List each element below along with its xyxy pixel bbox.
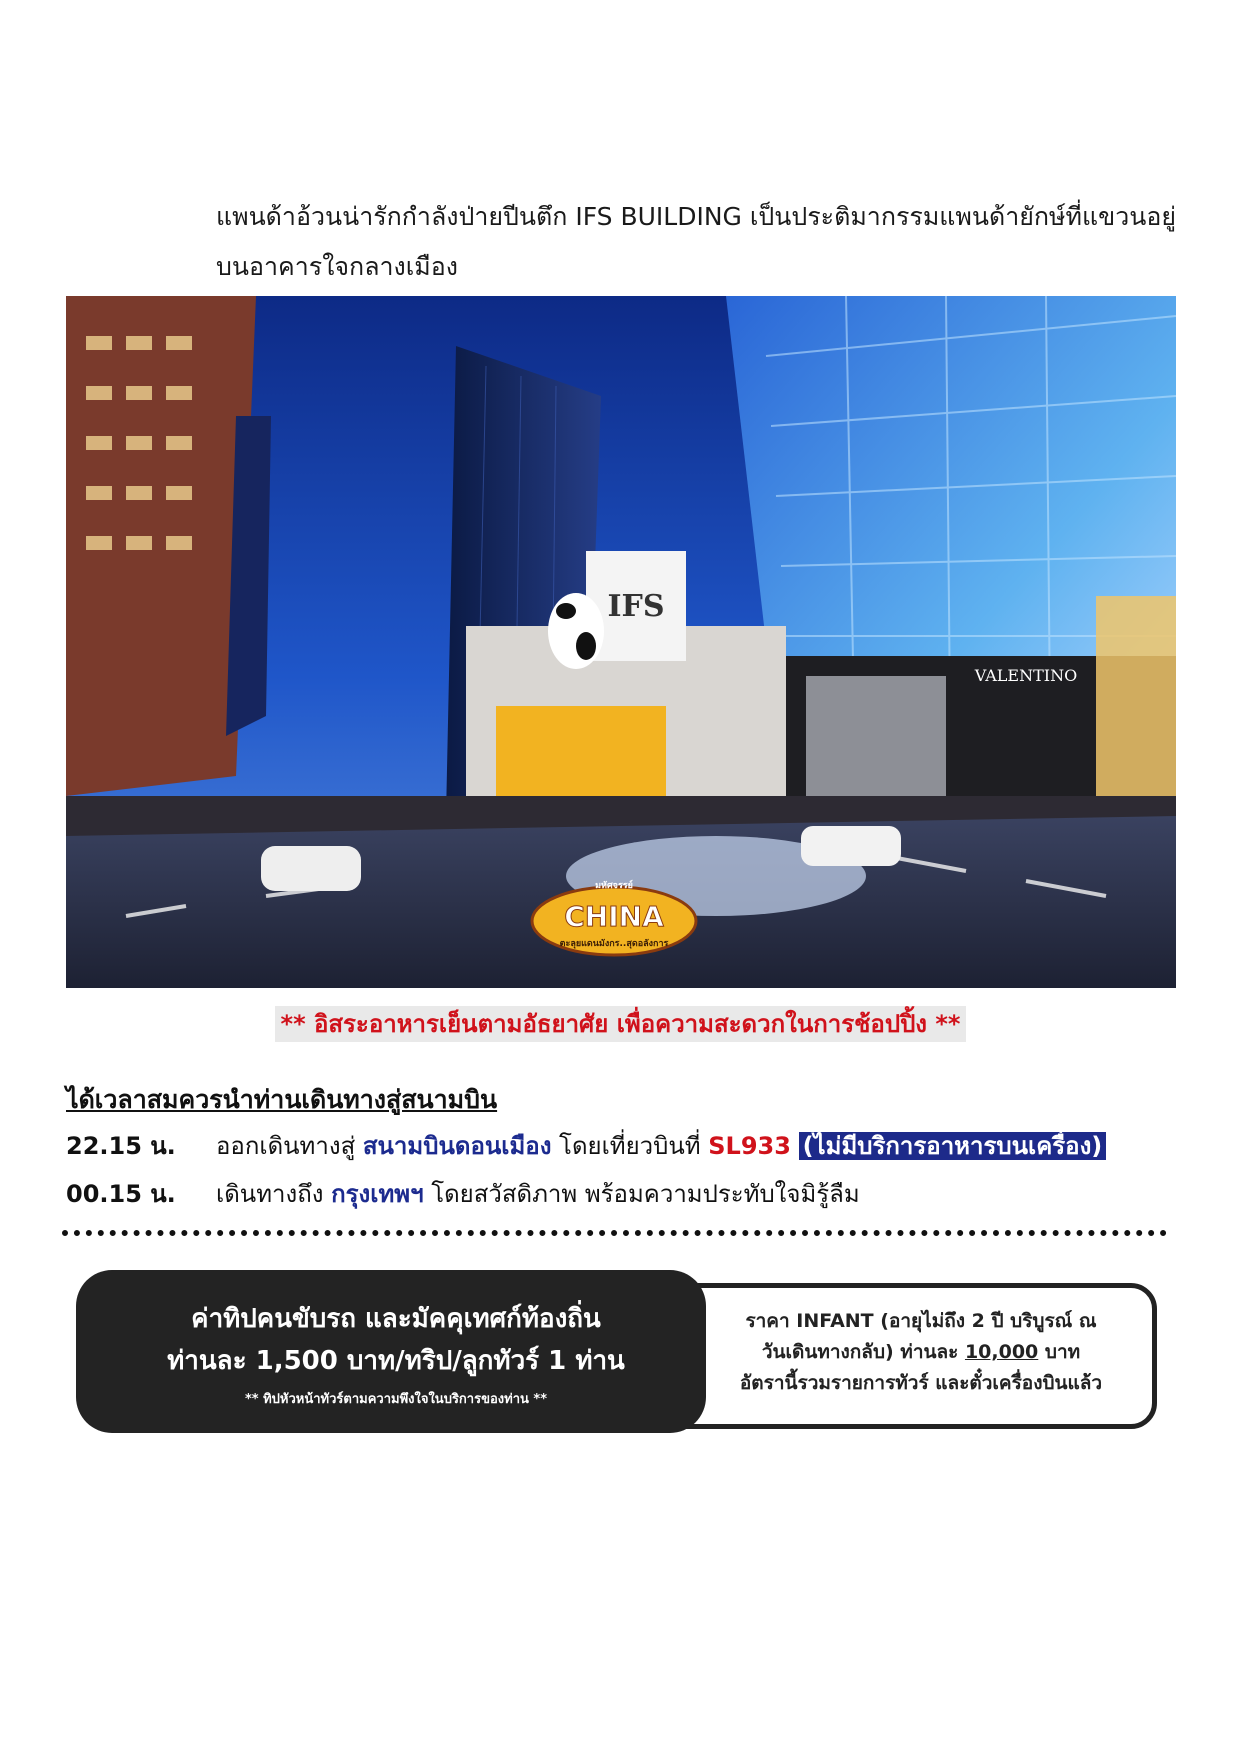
ifs-sign: IFS xyxy=(607,589,665,624)
dotted-divider xyxy=(62,1230,1167,1236)
city-night-photo xyxy=(66,296,1176,988)
infant-line-1: ราคา INFANT (อายุไม่ถึง 2 ปี บริบูรณ์ ณ xyxy=(745,1310,1097,1332)
shopping-note xyxy=(0,1004,1241,1043)
schedule-time: 22.15 น. xyxy=(66,1132,176,1160)
logo-small-text: มหัศจรรย์ xyxy=(595,881,633,891)
shopping-note-text: ** อิสระอาหารเย็นตามอัธยาศัย เพื่อความสะดวกในการช้อปปิ้ง ** xyxy=(275,1006,967,1042)
valentino-sign: VALENTINO xyxy=(974,666,1078,685)
schedule-row xyxy=(66,1128,1106,1164)
tip-box xyxy=(76,1270,706,1433)
schedule-row xyxy=(66,1176,860,1212)
tip-line-1: ค่าทิปคนขับรถ และมัคคุเทศก์ท้องถิ่น xyxy=(191,1304,601,1334)
logo-main-text: CHINA xyxy=(564,900,664,933)
photo-caption: แพนด้าอ้วนน่ารักกำลังป่ายปีนตึก IFS BUILDING เป็นประติมากรรมแพนด้ายักษ์ที่แขวนอยู่บนอาคารใจกลางเมือง xyxy=(216,202,1176,281)
tip-line-3: ** ทิปหัวหน้าทัวร์ตามความพึงใจในบริการของท่าน ** xyxy=(244,1392,548,1407)
destination-name: กรุงเทพฯ xyxy=(331,1180,424,1208)
meal-note: (ไม่มีบริการอาหารบนเครื่อง) xyxy=(799,1132,1107,1160)
schedule-text: โดยสวัสดิภาพ พร้อมความประทับใจมิรู้ลืม xyxy=(423,1180,860,1208)
infant-line-3: อัตรานี้รวมรายการทัวร์ และตั๋วเครื่องบินแล้ว xyxy=(739,1372,1103,1394)
infant-price: 10,000 xyxy=(964,1341,1039,1363)
infant-price-box xyxy=(640,1283,1157,1429)
schedule-text: โดยเที่ยวบินที่ xyxy=(551,1132,709,1160)
tip-line-2: ท่านละ 1,500 บาท/ทริป/ลูกทัวร์ 1 ท่าน xyxy=(167,1346,625,1376)
flight-number: SL933 xyxy=(708,1132,791,1160)
schedule-text: เดินทางถึง xyxy=(216,1180,332,1208)
infant-currency: บาท xyxy=(1038,1341,1081,1363)
infant-line-2-text: วันเดินทางกลับ) ท่านละ xyxy=(761,1341,965,1363)
airport-heading: ได้เวลาสมควรนำท่านเดินทางสู่สนามบิน xyxy=(66,1085,498,1114)
schedule-time: 00.15 น. xyxy=(66,1180,176,1208)
airport-name: สนามบินดอนเมือง xyxy=(362,1132,552,1160)
infant-line-2 xyxy=(701,1337,1141,1368)
logo-sub-text: ตะลุยแดนมังกร..สุดอลังการ xyxy=(559,939,669,949)
schedule-text: ออกเดินทางสู่ xyxy=(216,1132,363,1160)
